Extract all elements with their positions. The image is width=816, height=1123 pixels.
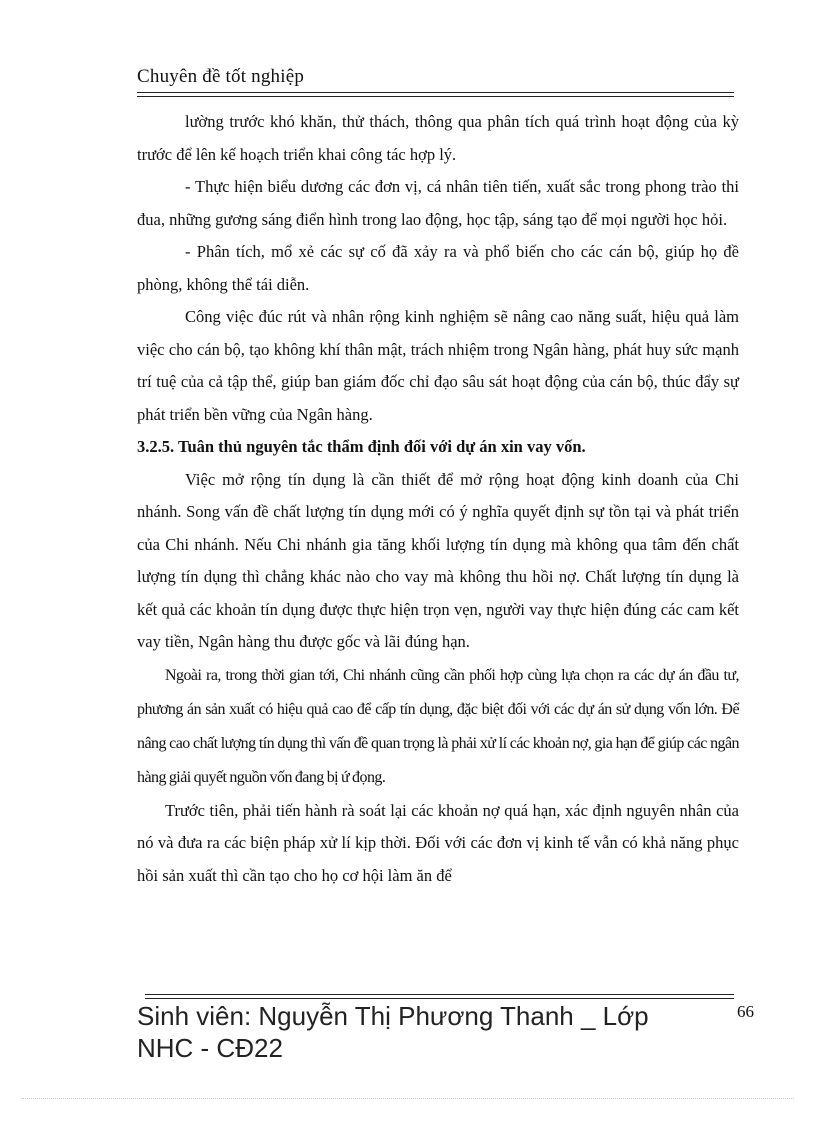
paragraph-incident-analysis: - Phân tích, mổ xẻ các sự cố đã xảy ra và phổ biến cho các cán bộ, giúp họ đề phòng, không thể tái diễn.: [137, 242, 739, 294]
page-header-title: Chuyên đề tốt nghiệp: [137, 66, 305, 87]
paragraph-investment-projects: Ngoài ra, trong thời gian tới, Chi nhánh cũng cần phối hợp cùng lựa chọn ra các dự án đầu tư, phương án sản xuất có hiệu quả cao để cấp tín dụng, đặc biệt đối với các dự án sử dụng vốn lớn. Để nâng cao chất lượng tín dụng thì vấn đề quan trọng là phải xử lí các khoản nợ, gia hạn để giúp các ngân hàng giải quyết nguồn vốn đang bị ứ đọng.: [137, 666, 739, 786]
paragraph-experience: Công việc đúc rút và nhân rộng kinh nghiệm sẽ nâng cao năng suất, hiệu quả làm việc cho cán bộ, tạo không khí thân mật, trách nhiệm trong Ngân hàng, phát huy sức mạnh trí tuệ của cả tập thể, giúp ban giám đốc chỉ đạo sâu sát hoạt động của cán bộ, thúc đẩy sự phát triển bền vững của Ngân hàng.: [137, 307, 739, 424]
page-bottom-border: [22, 1098, 794, 1099]
footer-divider: [145, 994, 734, 999]
document-body: [137, 106, 739, 892]
section-heading: 3.2.5. Tuân thủ nguyên tắc thẩm định đối với dự án xin vay vốn.: [137, 437, 586, 456]
page-number: 66: [737, 1002, 754, 1021]
paragraph-credit-expansion: Việc mở rộng tín dụng là cần thiết để mở rộng hoạt động kinh doanh của Chi nhánh. Song vấn đề chất lượng tín dụng mới có ý nghĩa quyết định sự tồn tại và phát triển của Chi nhánh. Nếu Chi nhánh gia tăng khối lượng tín dụng mà không qua tâm đến chất lượng tín dụng thì chẳng khác nào cho vay mà không thu hồi nợ. Chất lượng tín dụng là kết quả các khoản tín dụng được thực hiện trọn vẹn, người vay thực hiện đúng các cam kết vay tiền, Ngân hàng thu được gốc và lãi đúng hạn.: [137, 469, 739, 651]
paragraph-commendation: - Thực hiện biểu dương các đơn vị, cá nhân tiên tiến, xuất sắc trong phong trào thi đua, những gương sáng điển hình trong lao động, học tập, sáng tạo để mọi người học hỏi.: [137, 177, 739, 229]
paragraph-continuation: lường trước khó khăn, thử thách, thông qua phân tích quá trình hoạt động của kỳ trước để lên kế hoạch triển khai công tác hợp lý.: [137, 112, 739, 164]
paragraph-overdue-review: Trước tiên, phải tiến hành rà soát lại các khoản nợ quá hạn, xác định nguyên nhân của nó và đưa ra các biện pháp xử lí kịp thời. Đối với các đơn vị kinh tế vẫn có khả năng phục hồi sản xuất thì cần tạo cho họ cơ hội làm ăn để: [137, 800, 739, 885]
footer-author: Sinh viên: Nguyễn Thị Phương Thanh _ Lớp NHC - CĐ22: [137, 1001, 649, 1063]
header-divider: [137, 92, 734, 97]
